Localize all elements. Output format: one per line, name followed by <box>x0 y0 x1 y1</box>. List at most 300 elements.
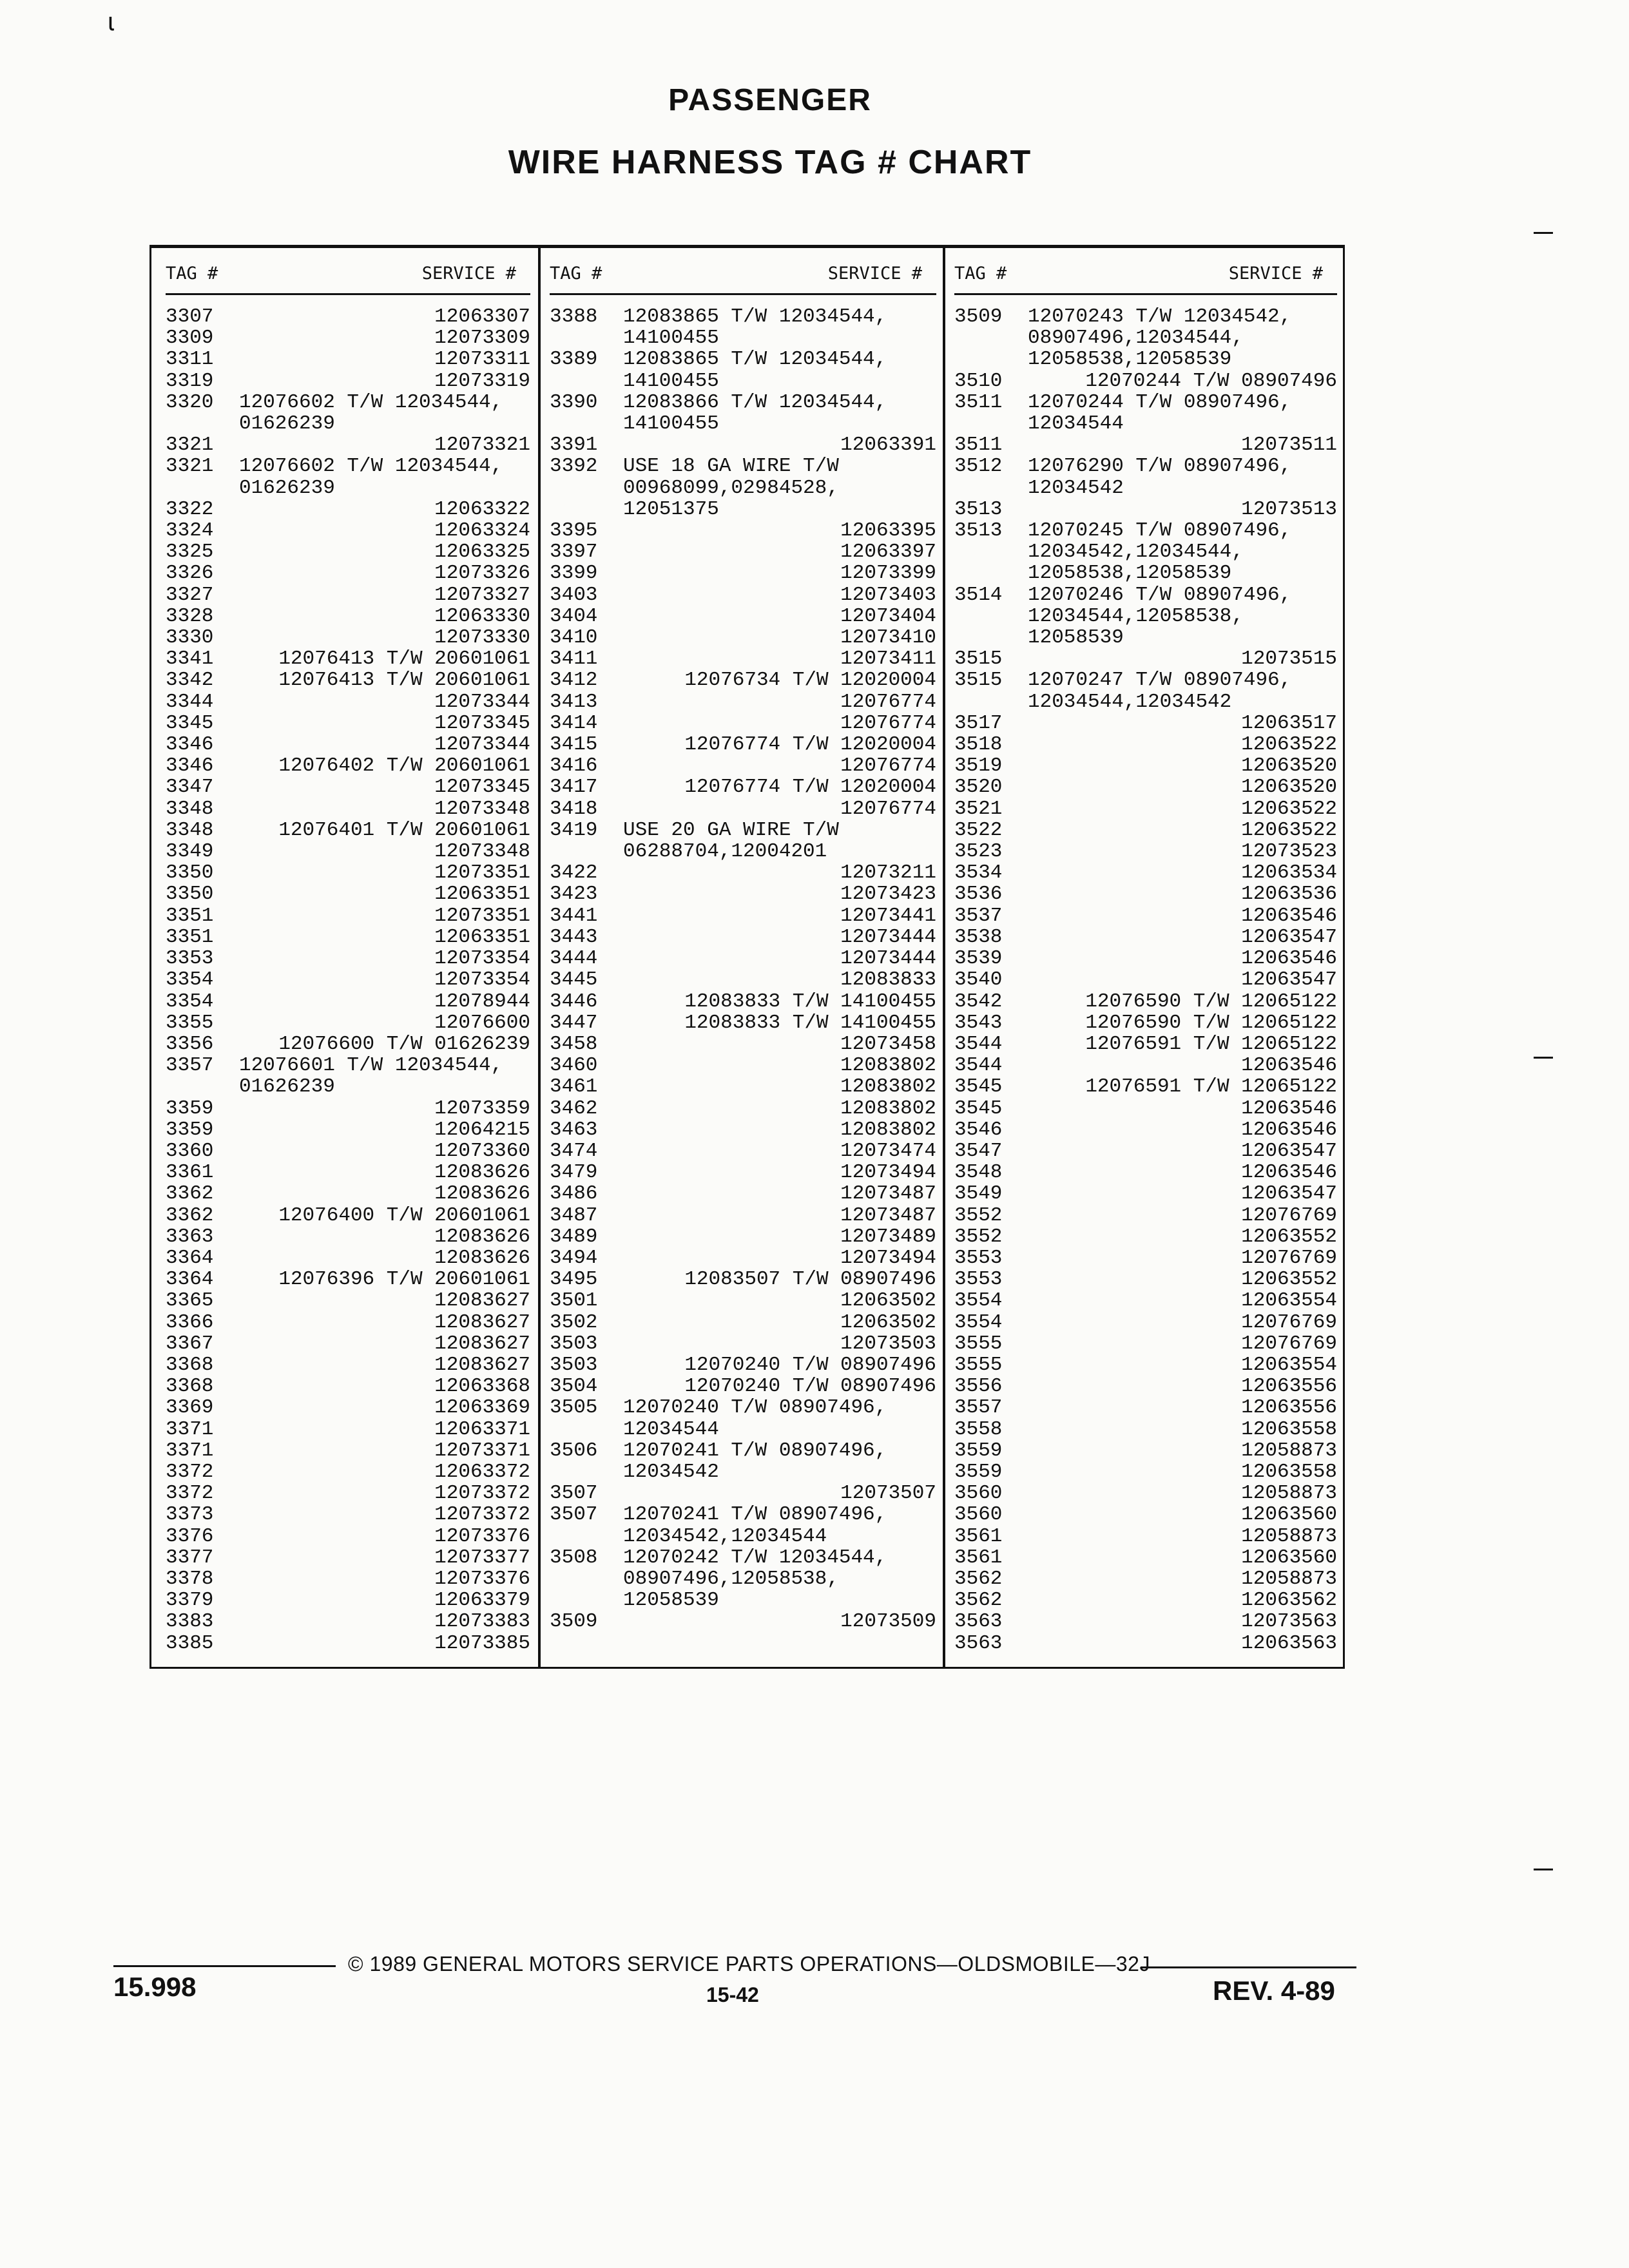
table-row <box>550 1033 936 1055</box>
tag-number: 3544 <box>954 1054 1003 1077</box>
tag-number: 3552 <box>954 1225 1003 1248</box>
table-row <box>166 1226 530 1247</box>
column-3-rows <box>954 306 1337 1654</box>
service-number: 12063330 <box>434 604 530 628</box>
tag-number: 3309 <box>166 327 214 350</box>
service-number: 12063522 <box>1241 818 1337 841</box>
tag-number: 3460 <box>550 1054 598 1077</box>
service-number: 12063536 <box>1241 883 1337 906</box>
tag-header: TAG # <box>166 264 218 284</box>
table-row <box>550 1483 936 1504</box>
service-number: 12063554 <box>1241 1289 1337 1312</box>
service-number: 12070240 T/W 08907496, <box>623 1396 887 1419</box>
service-number: 12058873 <box>1241 1482 1337 1505</box>
table-row <box>166 520 530 541</box>
service-number: 12083802 <box>840 1118 936 1141</box>
tag-number: 3549 <box>954 1182 1003 1206</box>
service-number: 12073344 <box>434 690 530 713</box>
service-number: 12076401 T/W 20601061 <box>278 818 530 841</box>
service-continuation: 12058538,12058539 <box>1028 348 1232 371</box>
tag-number: 3519 <box>954 754 1003 778</box>
tag-number: 3342 <box>166 669 214 692</box>
tag-number: 3326 <box>166 562 214 585</box>
table-row <box>954 798 1337 820</box>
service-number: 12070244 T/W 08907496, <box>1028 390 1292 414</box>
table-row <box>550 1076 936 1097</box>
service-number: 12073507 <box>840 1482 936 1505</box>
tag-number: 3545 <box>954 1075 1003 1099</box>
service-text-block <box>1028 520 1291 584</box>
service-number: 12063325 <box>434 541 530 564</box>
service-number: 12076769 <box>1241 1246 1337 1269</box>
tag-number: 3445 <box>550 968 598 992</box>
service-number: 12073403 <box>840 583 936 606</box>
tag-number: 3540 <box>954 968 1003 992</box>
scan-mark: ɩ <box>108 8 114 36</box>
table-row <box>954 1590 1337 1611</box>
tag-number: 3404 <box>550 604 598 628</box>
tag-number: 3486 <box>550 1182 598 1206</box>
tag-number: 3544 <box>954 1032 1003 1055</box>
tag-number: 3307 <box>166 305 214 328</box>
table-row <box>166 841 530 862</box>
column-divider <box>943 248 945 1667</box>
tag-number: 3362 <box>166 1204 214 1227</box>
service-text-block <box>1028 584 1291 649</box>
tag-number: 3562 <box>954 1589 1003 1612</box>
tag-number: 3510 <box>954 369 1003 392</box>
tag-number: 3403 <box>550 583 598 606</box>
tag-number: 3441 <box>550 904 598 927</box>
tag-number: 3463 <box>550 1118 598 1141</box>
tag-number: 3367 <box>166 1332 214 1355</box>
tag-number: 3558 <box>954 1418 1003 1441</box>
table-row <box>166 669 530 691</box>
tag-number: 3514 <box>954 583 1003 606</box>
service-number: 12076590 T/W 12065122 <box>1085 990 1337 1013</box>
table-row <box>166 1140 530 1162</box>
tag-number: 3515 <box>954 669 1003 692</box>
tag-number: 3359 <box>166 1118 214 1141</box>
tag-number: 3522 <box>954 818 1003 841</box>
tag-number: 3353 <box>166 947 214 970</box>
service-number: 12070247 T/W 08907496, <box>1028 669 1292 692</box>
tag-number: 3378 <box>166 1567 214 1590</box>
service-continuation: 12034542 <box>623 1460 719 1483</box>
tag-number: 3494 <box>550 1246 598 1269</box>
service-number: 12063324 <box>434 519 530 543</box>
table-row <box>550 1611 936 1632</box>
tag-number: 3513 <box>954 519 1003 543</box>
tag-number: 3389 <box>550 348 598 371</box>
table-row <box>550 1119 936 1140</box>
service-number: 12073515 <box>1241 648 1337 671</box>
service-number: 12073411 <box>840 648 936 671</box>
service-number: 12076402 T/W 20601061 <box>278 754 530 778</box>
service-number: 12073376 <box>434 1524 530 1548</box>
table-row <box>954 1568 1337 1590</box>
service-number: 12063562 <box>1241 1589 1337 1612</box>
column-header-1 <box>166 248 530 295</box>
tag-number: 3461 <box>550 1075 598 1099</box>
tag-number: 3359 <box>166 1097 214 1120</box>
table-row <box>954 820 1337 841</box>
tag-number: 3523 <box>954 840 1003 863</box>
table-row <box>166 1354 530 1376</box>
service-text-block <box>1028 306 1291 370</box>
table-row <box>954 734 1337 755</box>
service-number: 12083802 <box>840 1097 936 1120</box>
tag-number: 3325 <box>166 541 214 564</box>
table-row <box>954 1162 1337 1183</box>
tag-number: 3397 <box>550 541 598 564</box>
table-row <box>954 969 1337 990</box>
service-number: 12076774 <box>840 754 936 778</box>
table-row <box>550 562 936 584</box>
tag-number: 3364 <box>166 1246 214 1269</box>
service-number: 12063546 <box>1241 1118 1337 1141</box>
table-row <box>166 820 530 841</box>
service-number: 12063554 <box>1241 1353 1337 1376</box>
tag-number: 3351 <box>166 925 214 948</box>
tag-number: 3418 <box>550 797 598 820</box>
table-row <box>550 520 936 541</box>
service-number: 12073354 <box>434 947 530 970</box>
service-number: 12073309 <box>434 327 530 350</box>
tag-number: 3542 <box>954 990 1003 1013</box>
service-number: 12063351 <box>434 883 530 906</box>
service-number: 12073360 <box>434 1139 530 1162</box>
service-number: 12076774 T/W 12020004 <box>684 733 936 756</box>
table-row <box>550 1547 936 1611</box>
table-row <box>954 1098 1337 1119</box>
table-row <box>550 1205 936 1226</box>
tag-number: 3506 <box>550 1439 598 1462</box>
tag-number: 3392 <box>550 455 598 478</box>
service-number: 12063368 <box>434 1375 530 1398</box>
table-row <box>550 883 936 905</box>
tag-number: 3458 <box>550 1032 598 1055</box>
tag-number: 3341 <box>166 648 214 671</box>
service-continuation: 08907496,12058538, <box>623 1567 839 1590</box>
table-row <box>166 1483 530 1504</box>
table-row <box>166 1547 530 1568</box>
tag-number: 3511 <box>954 434 1003 457</box>
service-text-block <box>623 456 839 520</box>
service-number: 12063520 <box>1241 776 1337 799</box>
service-number: 12076769 <box>1241 1311 1337 1334</box>
table-row <box>550 1376 936 1397</box>
tag-number: 3509 <box>550 1610 598 1633</box>
table-row <box>166 499 530 520</box>
tag-number: 3351 <box>166 904 214 927</box>
service-number: 12063547 <box>1241 1139 1337 1162</box>
tag-number: 3553 <box>954 1268 1003 1291</box>
service-continuation: 12034542,12034544 <box>623 1524 827 1548</box>
tag-number: 3324 <box>166 519 214 543</box>
table-row <box>166 1419 530 1440</box>
table-row <box>550 776 936 798</box>
service-number: 12063351 <box>434 925 530 948</box>
tag-number: 3391 <box>550 434 598 457</box>
tag-number: 3369 <box>166 1396 214 1419</box>
table-row <box>954 669 1337 712</box>
tag-number: 3489 <box>550 1225 598 1248</box>
tag-number: 3545 <box>954 1097 1003 1120</box>
service-number: 12076413 T/W 20601061 <box>278 648 530 671</box>
table-row <box>954 776 1337 798</box>
service-number: 12083626 <box>434 1225 530 1248</box>
service-number: 12076774 <box>840 711 936 735</box>
service-number: 12070246 T/W 08907496, <box>1028 583 1292 606</box>
table-row <box>550 1354 936 1376</box>
table-row <box>954 1247 1337 1269</box>
tag-number: 3554 <box>954 1289 1003 1312</box>
table-row <box>166 1098 530 1119</box>
service-number: 12073377 <box>434 1546 530 1569</box>
service-header: SERVICE # <box>827 264 922 284</box>
table-row <box>550 1269 936 1290</box>
table-row <box>550 905 936 927</box>
table-row <box>550 1098 936 1119</box>
tag-number: 3474 <box>550 1139 598 1162</box>
service-number: 12063558 <box>1241 1418 1337 1441</box>
table-row <box>954 1012 1337 1033</box>
table-row <box>954 1611 1337 1632</box>
table-row <box>166 1119 530 1140</box>
service-text-block <box>623 1397 887 1439</box>
table-row <box>550 349 936 391</box>
service-number: 12076590 T/W 12065122 <box>1085 1011 1337 1034</box>
tag-number: 3383 <box>166 1610 214 1633</box>
table-row <box>954 713 1337 734</box>
tag-number: 3330 <box>166 626 214 649</box>
service-number: 12076602 T/W 12034544, <box>239 455 503 478</box>
table-row <box>954 584 1337 649</box>
service-number: 12063502 <box>840 1311 936 1334</box>
service-number: 12073345 <box>434 776 530 799</box>
service-number: 12073351 <box>434 904 530 927</box>
table-row <box>550 820 936 862</box>
table-row <box>550 1162 936 1183</box>
service-number: 12073327 <box>434 583 530 606</box>
copyright-text: © 1989 GENERAL MOTORS SERVICE PARTS OPERATIONS—OLDSMOBILE—32J <box>348 1952 1150 1975</box>
table-row <box>166 1205 530 1226</box>
table-row <box>166 798 530 820</box>
table-row <box>166 456 530 498</box>
tag-number: 3411 <box>550 648 598 671</box>
service-continuation: 08907496,12034544, <box>1028 327 1244 350</box>
footer-rule-left <box>113 1965 336 1967</box>
tag-number: 3322 <box>166 497 214 521</box>
table-row <box>954 1055 1337 1076</box>
service-number: 12058873 <box>1241 1524 1337 1548</box>
service-number: 12070243 T/W 12034542, <box>1028 305 1292 328</box>
table-row <box>954 1183 1337 1204</box>
table-row <box>550 434 936 456</box>
table-row <box>954 841 1337 862</box>
table-row <box>550 669 936 691</box>
tag-number: 3487 <box>550 1204 598 1227</box>
service-continuation: 12058539 <box>1028 626 1124 649</box>
tag-number: 3377 <box>166 1546 214 1569</box>
tag-number: 3366 <box>166 1311 214 1334</box>
service-number: 12076774 <box>840 797 936 820</box>
service-number: 12063563 <box>1241 1631 1337 1655</box>
table-row <box>954 1483 1337 1504</box>
table-row <box>550 584 936 606</box>
tag-number: 3515 <box>954 648 1003 671</box>
table-row <box>166 755 530 776</box>
tag-number: 3443 <box>550 925 598 948</box>
tag-header: TAG # <box>550 264 602 284</box>
tag-number: 3561 <box>954 1524 1003 1548</box>
service-number: 12073345 <box>434 711 530 735</box>
service-number: 12073371 <box>434 1439 530 1462</box>
table-row <box>166 991 530 1012</box>
table-row <box>954 1504 1337 1525</box>
table-row <box>954 1312 1337 1333</box>
service-text-block <box>623 392 887 434</box>
table-row <box>550 541 936 562</box>
service-number: 12073404 <box>840 604 936 628</box>
table-row <box>166 1526 530 1547</box>
service-number: 12073351 <box>434 861 530 885</box>
service-number: 12073326 <box>434 562 530 585</box>
service-number: 12073503 <box>840 1332 936 1355</box>
service-number: 12083802 <box>840 1075 936 1099</box>
tag-number: 3419 <box>550 818 598 841</box>
service-number: 12070242 T/W 12034544, <box>623 1546 887 1569</box>
tag-number: 3444 <box>550 947 598 970</box>
footer-rule-right <box>1141 1966 1356 1968</box>
service-number: USE 20 GA WIRE T/W <box>623 818 839 841</box>
tag-number: 3345 <box>166 711 214 735</box>
tag-number: 3416 <box>550 754 598 778</box>
tag-number: 3362 <box>166 1182 214 1206</box>
table-row <box>166 948 530 969</box>
tag-number: 3479 <box>550 1161 598 1184</box>
tag-number: 3321 <box>166 455 214 478</box>
service-continuation: 14100455 <box>623 412 719 436</box>
tag-number: 3349 <box>166 840 214 863</box>
table-row <box>166 1055 530 1097</box>
table-row <box>550 755 936 776</box>
tag-number: 3350 <box>166 861 214 885</box>
page-number: 15-42 <box>706 1983 759 2006</box>
table-row <box>954 1119 1337 1140</box>
service-number: 12076591 T/W 12065122 <box>1085 1075 1337 1099</box>
table-row <box>954 1269 1337 1290</box>
tag-number: 3320 <box>166 390 214 414</box>
table-row <box>550 606 936 627</box>
tag-number: 3536 <box>954 883 1003 906</box>
table-row <box>954 1205 1337 1226</box>
section-number: 15.998 <box>113 1972 197 2002</box>
tag-number: 3502 <box>550 1311 598 1334</box>
tag-number: 3560 <box>954 1482 1003 1505</box>
tag-number: 3321 <box>166 434 214 457</box>
table-row <box>550 691 936 713</box>
service-number: 12083833 <box>840 968 936 992</box>
tag-number: 3379 <box>166 1589 214 1612</box>
table-row <box>166 734 530 755</box>
tag-number: 3543 <box>954 1011 1003 1034</box>
tag-number: 3327 <box>166 583 214 606</box>
tag-number: 3361 <box>166 1161 214 1184</box>
service-number: 12073563 <box>1241 1610 1337 1633</box>
service-text-block <box>623 1440 887 1483</box>
revision-label: REV. 4-89 <box>1213 1975 1335 2006</box>
table-row <box>954 392 1337 434</box>
service-number: 12063517 <box>1241 711 1337 735</box>
column-divider <box>538 248 541 1667</box>
service-number: 12058873 <box>1241 1567 1337 1590</box>
table-row <box>166 1590 530 1611</box>
service-number: 12073372 <box>434 1503 530 1526</box>
service-number: USE 18 GA WIRE T/W <box>623 455 839 478</box>
service-number: 12073211 <box>840 861 936 885</box>
service-number: 12070241 T/W 08907496, <box>623 1439 887 1462</box>
service-continuation: 12034544,12034542 <box>1028 690 1232 713</box>
service-number: 12073385 <box>434 1631 530 1655</box>
service-number: 12063546 <box>1241 904 1337 927</box>
table-row <box>166 327 530 349</box>
table-row <box>166 691 530 713</box>
column-header-3 <box>954 248 1337 295</box>
tag-number: 3348 <box>166 797 214 820</box>
table-row <box>954 434 1337 456</box>
table-row <box>954 1419 1337 1440</box>
service-number: 12063502 <box>840 1289 936 1312</box>
tag-number: 3562 <box>954 1567 1003 1590</box>
service-number: 12063379 <box>434 1589 530 1612</box>
table-row <box>166 541 530 562</box>
tag-number: 3560 <box>954 1503 1003 1526</box>
tag-number: 3561 <box>954 1546 1003 1569</box>
table-row <box>166 1461 530 1483</box>
service-number: 12073319 <box>434 369 530 392</box>
service-continuation: 12034544 <box>623 1418 719 1441</box>
tag-chart-table <box>149 245 1345 1669</box>
table-row <box>550 456 936 520</box>
tag-number: 3354 <box>166 968 214 992</box>
service-continuation: 01626239 <box>239 476 335 499</box>
table-row <box>954 1226 1337 1247</box>
tag-number: 3346 <box>166 733 214 756</box>
service-number: 12073399 <box>840 562 936 585</box>
table-row <box>954 370 1337 392</box>
tag-number: 3553 <box>954 1246 1003 1269</box>
table-row <box>954 1440 1337 1461</box>
service-continuation: 01626239 <box>239 412 335 436</box>
service-number: 12076774 T/W 12020004 <box>684 776 936 799</box>
table-row <box>954 456 1337 498</box>
tag-number: 3512 <box>954 455 1003 478</box>
tag-number: 3446 <box>550 990 598 1013</box>
service-number: 12063522 <box>1241 733 1337 756</box>
service-number: 12083833 T/W 14100455 <box>684 1011 936 1034</box>
tag-number: 3504 <box>550 1375 598 1398</box>
service-number: 12073383 <box>434 1610 530 1633</box>
service-number: 12073474 <box>840 1139 936 1162</box>
table-row <box>954 648 1337 669</box>
service-text-block <box>1028 669 1291 712</box>
service-number: 12076400 T/W 20601061 <box>278 1204 530 1227</box>
table-row <box>550 969 936 990</box>
table-row <box>954 1397 1337 1418</box>
table-row <box>166 584 530 606</box>
